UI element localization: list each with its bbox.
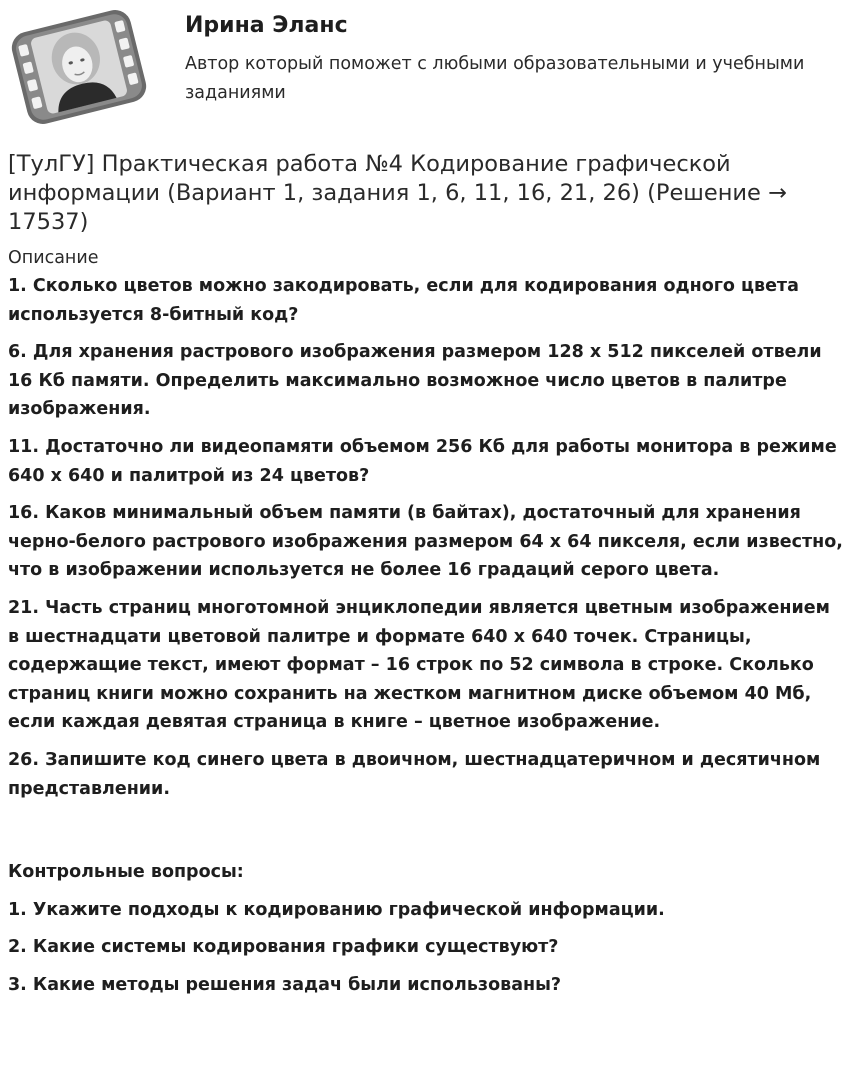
task-item: 11. Достаточно ли видеопамяти объемом 256 Кб для работы монитора в режиме 640 х 640 и палитрой из 24 цветов? — [8, 436, 837, 486]
task-item: 1. Сколько цветов можно закодировать, если для кодирования одного цвета используется 8-битный код? — [8, 276, 799, 325]
description-content — [8, 272, 844, 1008]
task-item: 21. Часть страниц многотомной энциклопедии является цветным изображением в шестнадцати цветовой палитре и формате 640 х 640 точек. Страницы, содержащие текст, имеют формат – 16 строк по 52 символа в строке. Сколько страниц книги можно сохранить на жестком магнитном диске объемом 40 Мб, если каждая девятая страница в книге – цветное изображение. — [8, 597, 830, 733]
task-item: 16. Каков минимальный объем памяти (в байтах), достаточный для хранения черно-белого растрового изображения размером 64 х 64 пикселя, если известно, что в изображении используется не более 16 градаций серого цвета. — [8, 503, 843, 581]
author-name[interactable]: Ирина Эланс — [185, 13, 348, 38]
control-questions-title: Контрольные вопросы: — [8, 862, 244, 883]
section-spacer — [8, 812, 844, 858]
page-title: [ТулГУ] Практическая работа №4 Кодирование графической информации (Вариант 1, задания 1, 6, 11, 16, 21, 26) (Решение → 17537) — [8, 151, 787, 235]
control-question-item: 1. Укажите подходы к кодированию графической информации. — [8, 899, 665, 920]
task-item: 6. Для хранения растрового изображения размером 128 x 512 пикселей отвели 16 Кб памяти. Определить максимально возможное число цветов в палитре изображения. — [8, 342, 822, 420]
task-item: 26. Запишите код синего цвета в двоичном, шестнадцатеричном и десятичном представлении. — [8, 749, 821, 799]
author-description: Автор который поможет с любыми образовательными и учебными заданиями — [185, 54, 805, 103]
control-question-item: 2. Какие системы кодирования графики существуют? — [8, 937, 559, 958]
author-avatar[interactable] — [8, 8, 150, 126]
author-header — [0, 0, 847, 140]
description-label: Описание — [8, 248, 99, 268]
control-question-item: 3. Какие методы решения задач были использованы? — [8, 974, 562, 995]
